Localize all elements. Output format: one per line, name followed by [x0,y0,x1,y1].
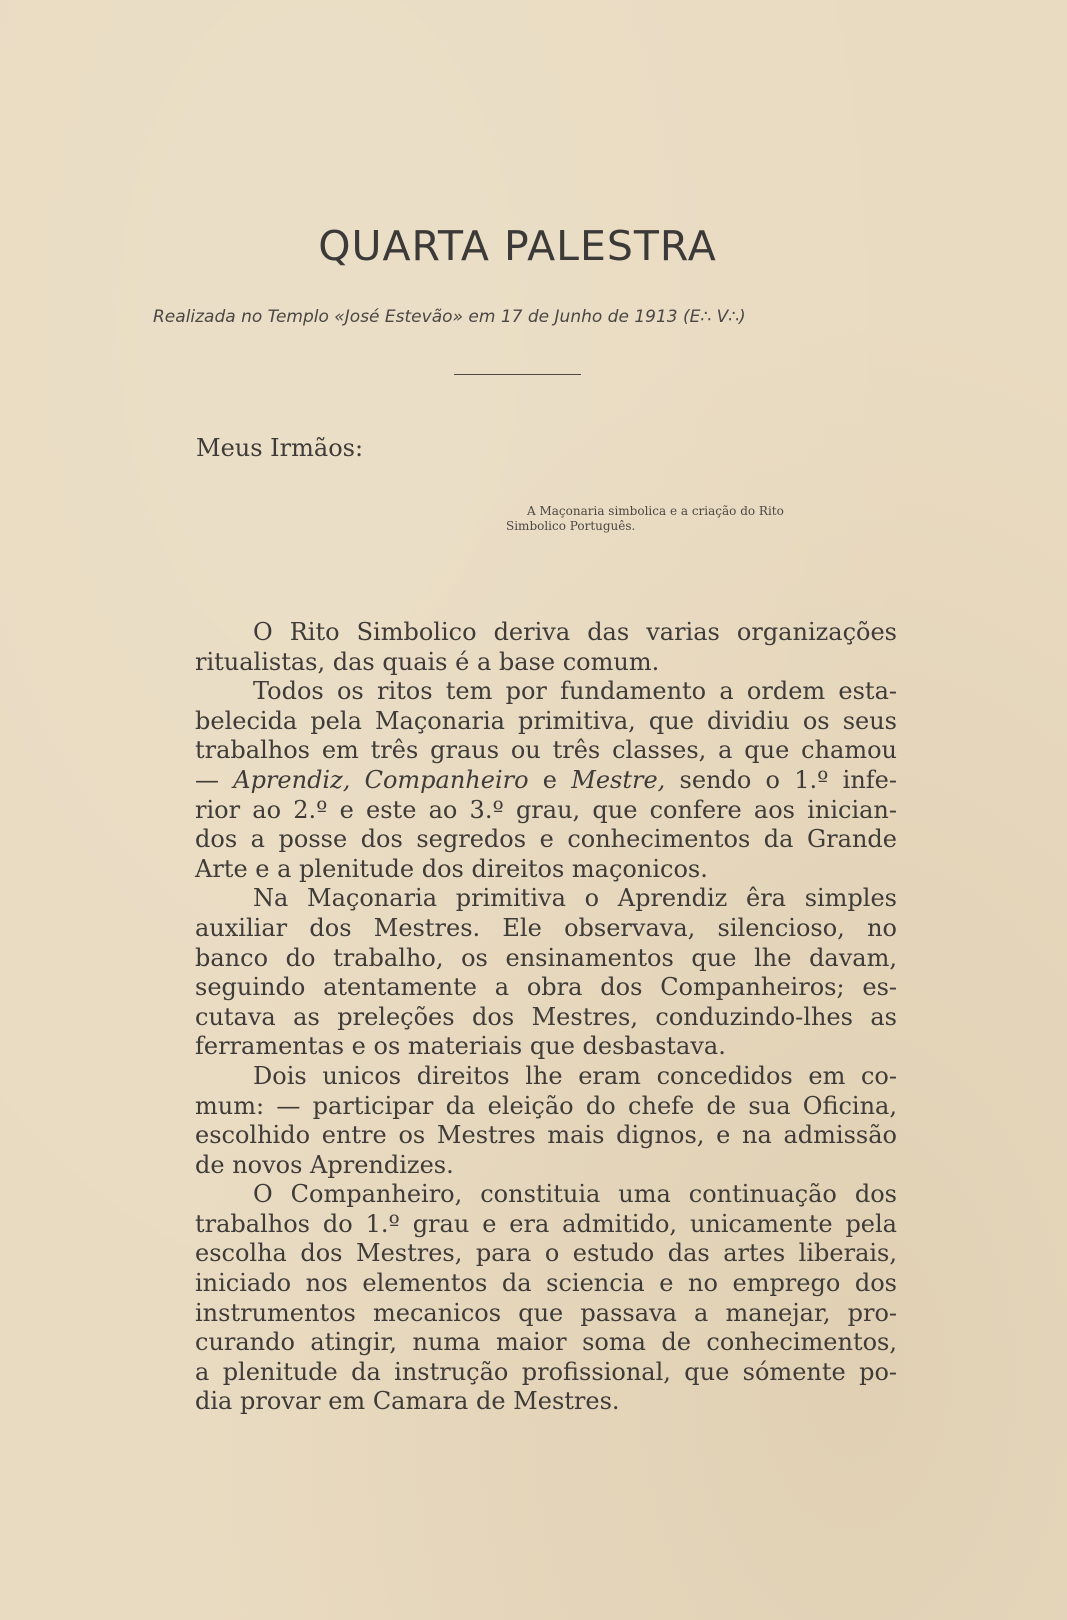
em-dash: — [195,765,234,794]
text-line: de novos Aprendizes. [195,1150,454,1179]
text-line: rior ao 2.º e este ao 3.º grau, que confere aos inician- [195,795,897,824]
text-line: O Rito Simbolico deriva das varias organizações [253,618,897,646]
text-line: belecida pela Maçonaria primitiva, que dividiu os seus [195,706,897,735]
paragraph [137,1180,897,1417]
summary-note-line: Simbolico Português. [506,519,636,533]
text-line: seguindo atentamente a obra dos Companheiros; es- [195,973,897,1002]
text-line: auxiliar dos Mestres. Ele observava, silencioso, no [195,913,897,942]
term-mestre: Mestre, [571,765,666,794]
text-line: mum: — participar da eleição do chefe de sua Oficina, [195,1091,897,1120]
text-line: ferramentas e os materiais que desbastava. [195,1032,726,1061]
text-line: instrumentos mecanicos que passava a manejar, pro- [195,1298,897,1327]
paragraph [137,677,897,884]
text-line: escolha dos Mestres, para o estudo das artes liberais, [195,1239,897,1268]
text-line: trabalhos em três graus ou três classes, a que chamou [195,736,897,765]
text-line: a plenitude da instrução profissional, que sómente po- [195,1357,897,1386]
text-line: Na Maçonaria primitiva o Aprendiz êra simples [253,884,897,913]
text-line: escolhido entre os Mestres mais dignos, e na admissão [195,1121,897,1150]
text-line: Todos os ritos tem por fundamento a ordem esta- [253,677,897,706]
body-text [137,618,897,1417]
summary-note [506,504,887,534]
paragraph [137,618,897,677]
text-line: Dois unicos direitos lhe eram concedidos em co- [253,1061,897,1090]
text-line: dos a posse dos segredos e conhecimentos da Grande [195,825,897,854]
term-companheiro: Companheiro [364,765,529,794]
text-line: iniciado nos elementos da sciencia e no emprego dos [195,1269,897,1298]
page-title: QUARTA PALESTRA [318,222,717,270]
text-line: cutava as preleções dos Mestres, conduzindo-lhes as [195,1002,897,1031]
term-aprendiz: Aprendiz, [233,765,351,794]
text-line: trabalhos do 1.º grau e era admitido, unicamente pela [195,1209,897,1238]
text-line-rich [137,766,897,796]
text-line: O Companheiro, constituia uma continuação dos [253,1180,897,1209]
paragraph [137,1062,897,1180]
salutation: Meus Irmãos: [196,434,364,462]
conjunction: e [528,765,572,794]
text-line: Arte e a plenitude dos direitos maçonicos. [195,854,708,883]
text-line: banco do trabalho, os ensinamentos que lhe davam, [195,943,897,972]
paragraph [137,884,897,1062]
divider [454,374,581,375]
text-line: ritualistas, das quais é a base comum. [195,647,660,676]
summary-note-line: A Maçonaria simbolica e a criação do Rito [527,504,784,518]
line-rest: sendo o 1.º infe- [665,765,897,794]
subtitle: Realizada no Templo «José Estevão» em 17 de Junho de 1913 (E∴ V∴) [153,307,746,327]
text-line: curando atingir, numa maior soma de conhecimentos, [195,1328,897,1357]
text-line: dia provar em Camara de Mestres. [195,1387,620,1416]
